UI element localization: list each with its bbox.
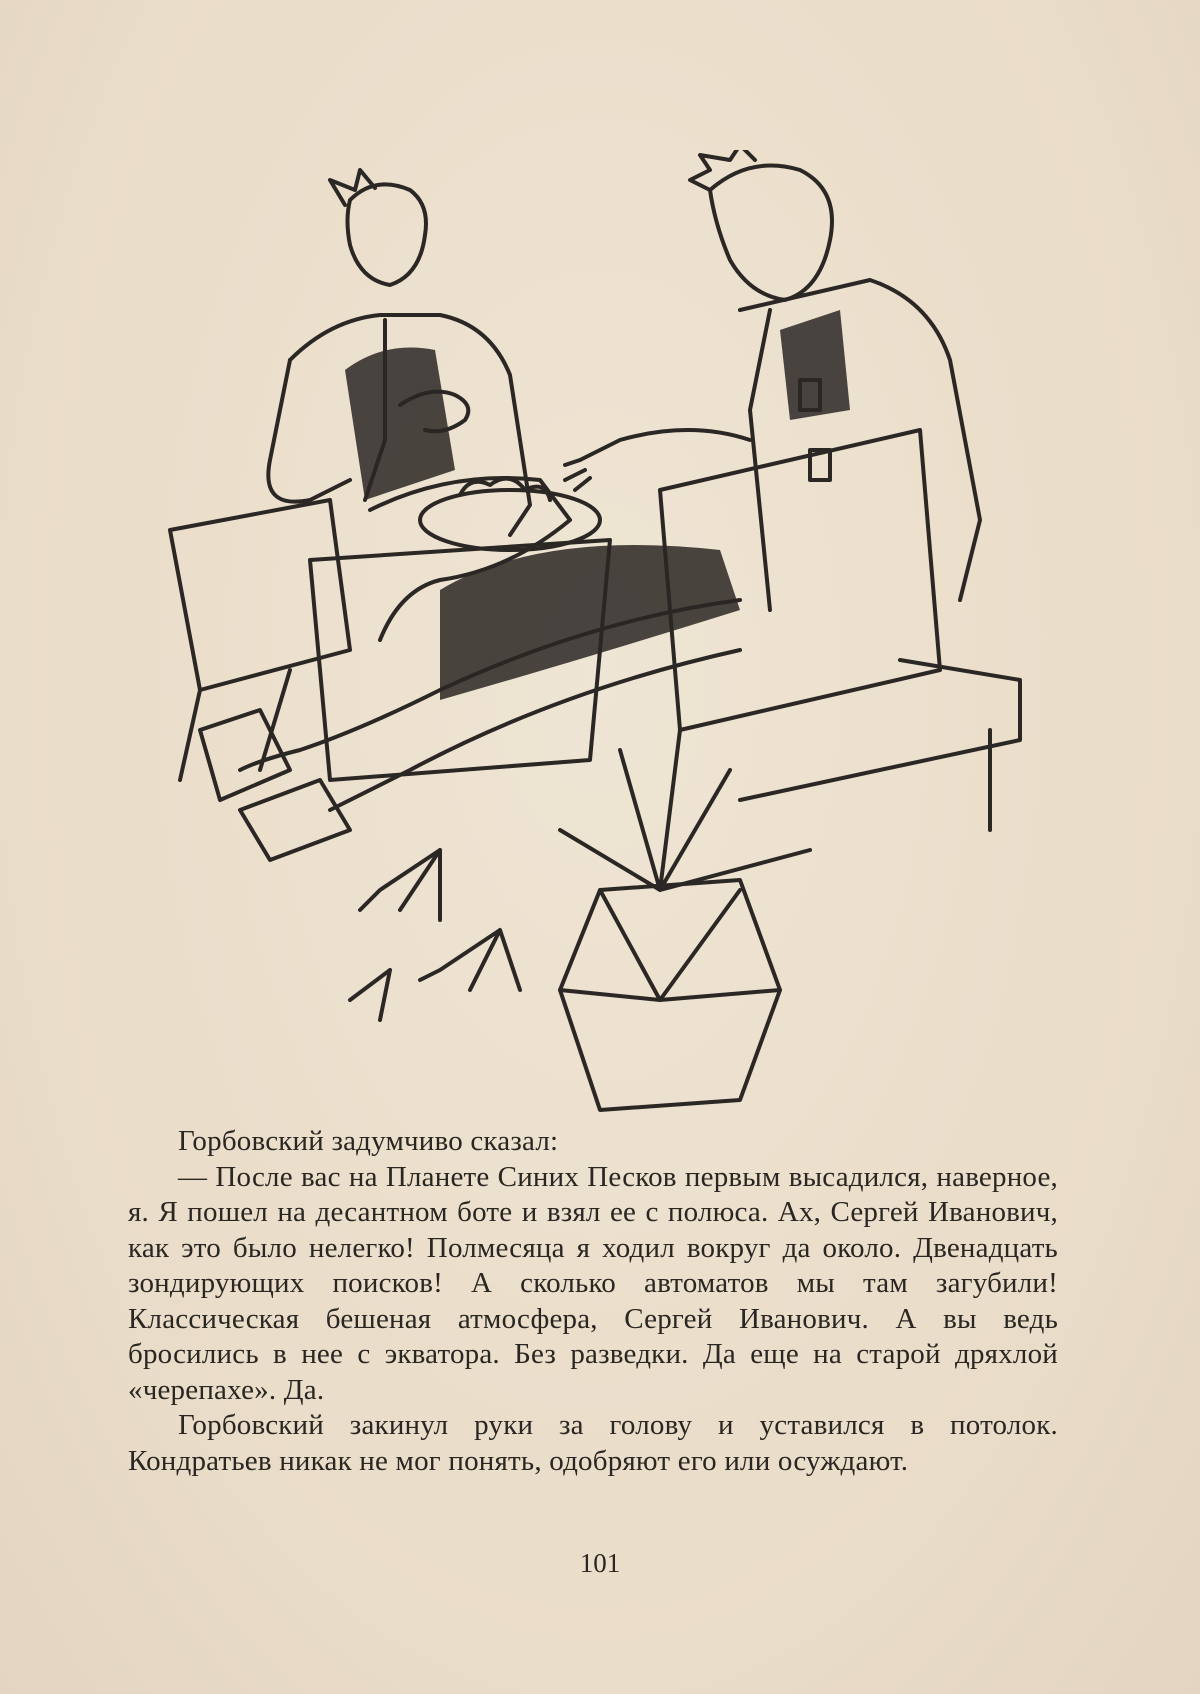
page-number: 101	[579, 1548, 621, 1578]
body-text	[128, 1124, 1058, 1479]
paragraph: Горбовский закинул руки за голову и уставился в потолок. Кондратьев никак не мог понять, одобряют его или осуждают.	[128, 1409, 1058, 1477]
paragraph: — После вас на Планете Синих Песков первым высадился, наверное, я. Я пошел на десантном боте и взял ее с полюса. Ах, Сергей Иванович, как это было нелегко! Полмесяца я ходил вокруг да около. Двенадцать зондирующих поисков! А сколько автоматов мы там загубили! Классическая бешеная атмосфера, Сергей Иванович. А вы ведь бросились в нее с экватора. Без разведки. Да еще на старой дряхлой «черепахе». Да.	[128, 1160, 1058, 1406]
paragraph: Горбовский задумчиво сказал:	[178, 1125, 559, 1157]
two-men-seated-illustration	[140, 150, 1080, 1120]
ink-drawing	[140, 150, 1080, 1120]
